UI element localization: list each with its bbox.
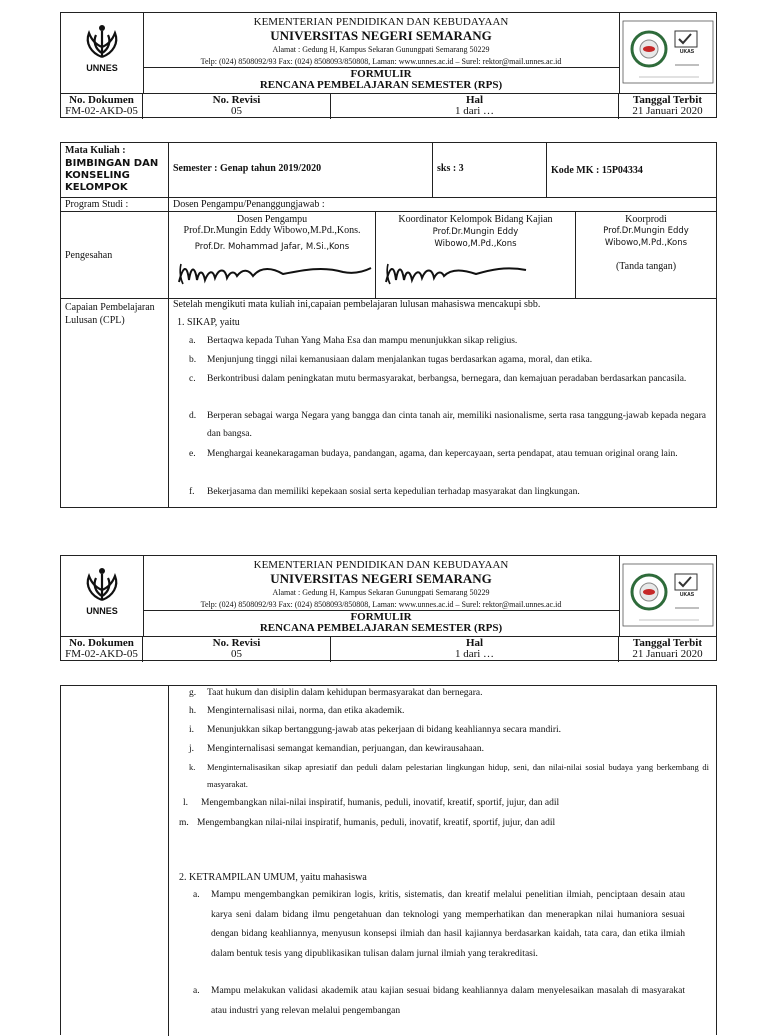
list-item: a. Mampu mengembangkan pemikiran logis, kritis, sistematis, dan kreatif melalui penelitian ilmiah, penciptaan desain atau karya seni dalam bidang ilmu pengetahuan dan teknologi yang memperhatikan dan menerapkan nilai humaniora sesuai dengan bidang keahliannya, menyusun konsepsi ilmiah dan hasil kajiannya berdasarkan kaidah, tata cara, dan etika ilmiah dalam bentuk tesis yang dipublikasikan tulisan dalam jurnal ilmiah yang terakreditasi. [193, 890, 685, 959]
revision-label: No. Revisi [212, 94, 261, 106]
form-title-block [143, 610, 619, 634]
issue-date-label: Tanggal Terbit [633, 637, 702, 649]
ukas-label: UKAS [679, 592, 695, 598]
cpl-content-cell-continued [169, 686, 716, 1036]
doc-no-value: FM-02-AKD-05 [65, 648, 138, 660]
contact-info: Telp: (024) 8508092/93 Fax: (024) 8508093/850808, Laman: www.unnes.ac.id – Surel: rektor@mail.unnes.ac.id [200, 600, 562, 609]
course-label: Mata Kuliah : [65, 145, 126, 156]
lecturer-title: Dosen Pengampu [236, 214, 308, 225]
prodi-label: Program Studi : [65, 199, 129, 210]
ukas-label: UKAS [679, 49, 695, 55]
cpl-intro: Setelah mengikuti mata kuliah ini,capaian pembelajaran lulusan mahasiswa mencakupi sbb. [173, 299, 541, 310]
list-item: f. Bekerjasama dan memiliki kepekaan sosial serta kepedulian terhadap masyarakat dan lingkungan. [189, 487, 580, 497]
page-value: 1 dari … [454, 105, 495, 117]
signature-placeholder: (Tanda tangan) [615, 261, 677, 272]
form-label: FORMULIR [350, 68, 412, 80]
lecturer-1: Prof.Dr.Mungin Eddy Wibowo,M.Pd.,Kons. [183, 225, 361, 236]
cpl-label: Capaian Pembelajaran Lulusan (CPL) [65, 302, 155, 326]
list-item: i. Menunjukkan sikap bertanggung-jawab atas pekerjaan di bidang keahliannya secara mandiri. [189, 725, 562, 735]
semester-text: Semester : Genap tahun 2019/2020 [173, 163, 322, 174]
approval-label: Pengesahan [65, 250, 113, 261]
doc-no-cell [61, 94, 143, 119]
university-name: UNIVERSITAS NEGERI SEMARANG [270, 28, 492, 43]
doc-no-cell [61, 637, 143, 662]
head-of-program-cell [576, 212, 716, 299]
list-item: c. Berkontribusi dalam peningkatan mutu bermasyarakat, berbangsa, bernegara, dan kemajuan peradaban berdasarkan pancasila. [189, 374, 687, 384]
sks-text: sks : 3 [437, 163, 464, 174]
revision-cell [143, 94, 331, 119]
course-name: BIMBINGAN DAN KONSELING KELOMPOK [65, 158, 159, 193]
doc-no-value: FM-02-AKD-05 [65, 105, 138, 117]
coordinator-name: Prof.Dr.Mungin Eddy Wibowo,M.Pd.,Kons [432, 227, 519, 249]
doc-no-label: No. Dokumen [69, 637, 134, 649]
course-table [60, 142, 717, 508]
revision-value: 05 [231, 648, 242, 660]
cpl-continued-table [60, 685, 717, 1035]
signature-icon [173, 258, 373, 288]
university-name: UNIVERSITAS NEGERI SEMARANG [270, 571, 492, 586]
list-item: h. Menginternalisasi nilai, norma, dan etika akademik. [189, 706, 405, 716]
list-item: l. Mengembangkan nilai-nilai inspiratif, humanis, peduli, inovatif, kreatif, sportif, jujur, dan adil [183, 798, 560, 808]
list-item: g. Taat hukum dan disiplin dalam kehidupan bermasyarakat dan bernegara. [189, 688, 483, 698]
list-item: a. Bertaqwa kepada Tuhan Yang Maha Esa dan mampu menunjukkan sikap religius. [189, 336, 518, 346]
logo-text: UNNES [86, 606, 118, 616]
cpl-label-cell-continued [61, 686, 169, 1036]
ketrampilan-heading: 2. KETRAMPILAN UMUM, yaitu mahasiswa [179, 872, 367, 883]
list-item: d. Berperan sebagai warga Negara yang bangga dan cinta tanah air, memiliki nasionalisme, serta rasa tanggung-jawab kepada negara dan bangsa. [189, 411, 706, 439]
lecturer-2: Prof.Dr. Mohammad Jafar, M.Si.,Kons [194, 242, 350, 252]
page-label: Hal [465, 637, 484, 649]
form-label: FORMULIR [350, 611, 412, 623]
list-item: b. Menjunjung tinggi nilai kemanusiaan dalam menjalankan tugas berdasarkan agama, moral, dan etika. [189, 355, 593, 365]
unnes-logo [61, 556, 144, 636]
cpl-label-cell [61, 299, 169, 507]
form-title: RENCANA PEMBELAJARAN SEMESTER (RPS) [259, 79, 503, 91]
ministry-name: KEMENTERIAN PENDIDIKAN DAN KEBUDAYAAN [253, 559, 509, 571]
prodi-cell [61, 198, 169, 212]
issue-date-cell [619, 637, 716, 662]
contact-info: Telp: (024) 8508092/93 Fax: (024) 8508093/850808, Laman: www.unnes.ac.id – Surel: rektor@mail.unnes.ac.id [200, 57, 562, 66]
unnes-emblem-icon [61, 13, 143, 93]
institution-block [143, 556, 620, 636]
revision-cell [143, 637, 331, 662]
lecturer-header: Dosen Pengampu/Penanggungjawab : [173, 199, 325, 210]
cpl-content-cell [169, 299, 716, 507]
certification-logos [619, 556, 716, 636]
revision-label: No. Revisi [212, 637, 261, 649]
page-cell [331, 94, 619, 119]
coordinator-title: Koordinator Kelompok Bidang Kajian [398, 214, 553, 225]
unnes-logo [61, 13, 144, 93]
page-value: 1 dari … [454, 648, 495, 660]
signature-icon [380, 258, 530, 288]
semester-cell [169, 143, 433, 198]
page-cell [331, 637, 619, 662]
sikap-heading: 1. SIKAP, yaitu [177, 317, 240, 328]
issue-date-cell [619, 94, 716, 119]
certification-logos [619, 13, 716, 93]
document-meta-row [61, 93, 716, 119]
revision-value: 05 [231, 105, 242, 117]
doc-no-label: No. Dokumen [69, 94, 134, 106]
head-of-program-name: Prof.Dr.Mungin Eddy Wibowo,M.Pd.,Kons [603, 226, 689, 248]
course-name-cell [61, 143, 169, 198]
form-title-block [143, 67, 619, 91]
address: Alamat : Gedung H, Kampus Sekaran Gunungpati Semarang 50229 [272, 588, 490, 597]
approval-label-cell [61, 212, 169, 299]
address: Alamat : Gedung H, Kampus Sekaran Gunungpati Semarang 50229 [272, 45, 490, 54]
issue-date-value: 21 Januari 2020 [632, 105, 703, 117]
head-of-program-title: Koorprodi [625, 214, 667, 225]
list-item: k. Menginternalisasikan sikap apresiatif dan peduli dalam pelestarian lingkungan hidup, seni, dan nilai-nilai sosial budaya yang berkembang di masyarakat. [189, 762, 709, 789]
ministry-name: KEMENTERIAN PENDIDIKAN DAN KEBUDAYAAN [253, 16, 509, 28]
issue-date-value: 21 Januari 2020 [632, 648, 703, 660]
certification-badge-icon [619, 13, 717, 93]
page-label: Hal [465, 94, 484, 106]
list-item: e. Menghargai keanekaragaman budaya, pandangan, agama, dan kepercayaan, serta pendapat, atau temuan original orang lain. [189, 449, 678, 459]
list-item: a. Mampu melakukan validasi akademik atau kajian sesuai bidang keahliannya dalam menyelesaikan masalah di masyarakat atau industri yang relevan melalui pengembangan [193, 986, 685, 1016]
course-code: Kode MK : 15P04334 [551, 165, 643, 176]
unnes-emblem-icon [61, 556, 143, 636]
coordinator-sign-cell [376, 212, 576, 299]
document-header-page-2 [60, 555, 717, 661]
course-code-cell [547, 143, 716, 198]
lecturer-header-cell [169, 198, 716, 212]
sks-cell [433, 143, 547, 198]
logo-text: UNNES [86, 63, 118, 73]
list-item: j. Menginternalisasi semangat kemandian, perjuangan, dan kewirausahaan. [189, 744, 484, 754]
form-title: RENCANA PEMBELAJARAN SEMESTER (RPS) [259, 622, 503, 634]
document-meta-row [61, 636, 716, 662]
issue-date-label: Tanggal Terbit [633, 94, 702, 106]
list-item: m. Mengembangkan nilai-nilai inspiratif, humanis, peduli, inovatif, kreatif, sportif, jujur, dan adil [179, 818, 556, 828]
lecturer-sign-cell [169, 212, 376, 299]
certification-badge-icon [619, 556, 717, 636]
document-header [60, 12, 717, 118]
institution-block [143, 13, 620, 93]
